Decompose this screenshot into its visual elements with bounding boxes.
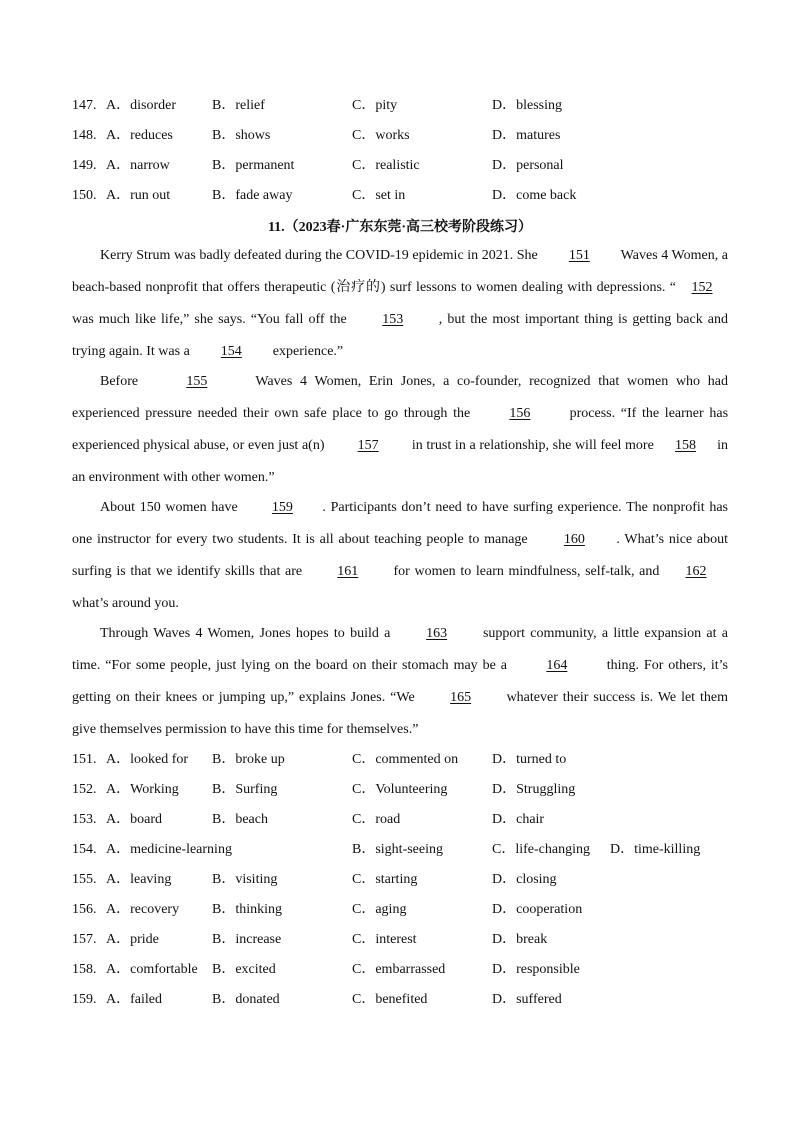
option-d: D．Struggling: [492, 782, 576, 797]
blank-157: 157: [357, 438, 379, 453]
blank-165: 165: [450, 690, 472, 705]
question-number: 147.: [72, 98, 97, 113]
question-number: 148.: [72, 128, 97, 143]
passage-text: Kerry Strum was badly defeated during the COVID-19 epidemic in 2021. She: [100, 248, 538, 263]
blank-154: 154: [220, 344, 242, 359]
option-d: D．come back: [492, 188, 577, 203]
option-c: C．life-changing: [492, 842, 590, 857]
option-b: B．sight-seeing: [352, 842, 443, 857]
option-a: A．recovery: [106, 902, 180, 917]
passage-text: for women to learn mindfulness, self-talk, and: [393, 564, 660, 579]
passage-text: in an environment with other women.”: [72, 438, 729, 485]
passage-text: experience.”: [272, 344, 344, 359]
paragraph: [72, 492, 728, 620]
option-d: D．matures: [492, 128, 561, 143]
option-row: [72, 156, 732, 176]
option-row: [72, 840, 732, 860]
option-d: D．turned to: [492, 752, 567, 767]
question-number: 158.: [72, 962, 97, 977]
passage-text: Waves 4 Women, Erin Jones, a co-founder, recognized that women who had experienced pressure needed their own safe place to go through the: [72, 374, 728, 421]
passage-text: About 150 women have: [100, 500, 238, 515]
option-d: D．suffered: [492, 992, 562, 1007]
question-number: 150.: [72, 188, 97, 203]
option-c: C．starting: [352, 872, 418, 887]
option-c: C．pity: [352, 98, 398, 113]
passage-text: support community, a little expansion at a time. “For some people, just lying on the board on their stomach may be a: [72, 626, 729, 673]
option-a: A．run out: [106, 188, 171, 203]
passage-text: . Participants don’t need to have surfing experience. The nonprofit has one instructor for every two students. It is all about teaching people to manage: [72, 500, 729, 547]
option-b: B．relief: [212, 98, 265, 113]
option-row: [72, 186, 732, 206]
passage-text: what’s around you.: [72, 596, 179, 611]
blank-161: 161: [337, 564, 359, 579]
blank-151: 151: [568, 248, 590, 263]
option-c: C．aging: [352, 902, 407, 917]
blank-152: 152: [691, 280, 713, 295]
option-a: A．Working: [106, 782, 179, 797]
passage-text: was much like life,” she says. “You fall off the: [72, 312, 347, 327]
option-c: C．benefited: [352, 992, 428, 1007]
passage-text: Waves 4 Women, a beach-based nonprofit that offers therapeutic (治疗的) surf lessons to women dealing with depressions. “: [72, 248, 729, 295]
paragraph: [72, 366, 728, 494]
option-b: B．excited: [212, 962, 276, 977]
question-number: 157.: [72, 932, 97, 947]
option-c: C．embarrassed: [352, 962, 446, 977]
option-c: C．works: [352, 128, 410, 143]
question-number: 156.: [72, 902, 97, 917]
option-d: D．chair: [492, 812, 545, 827]
option-b: B．broke up: [212, 752, 285, 767]
blank-160: 160: [563, 532, 585, 547]
passage-text: whatever their success is. We let them give themselves permission to have this time for themselves.”: [72, 690, 729, 737]
question-number: 152.: [72, 782, 97, 797]
option-b: B．increase: [212, 932, 282, 947]
blank-153: 153: [382, 312, 404, 327]
option-row: [72, 990, 732, 1010]
option-b: B．thinking: [212, 902, 283, 917]
option-c: C．interest: [352, 932, 417, 947]
option-c: C．set in: [352, 188, 406, 203]
option-a: A．board: [106, 812, 162, 827]
option-a: A．narrow: [106, 158, 170, 173]
option-a: A．looked for: [106, 752, 189, 767]
option-a: A．comfortable: [106, 962, 198, 977]
option-d: D．closing: [492, 872, 557, 887]
passage-text: . What’s nice about surfing is that we identify skills that are: [72, 532, 728, 579]
option-d: D．break: [492, 932, 548, 947]
option-c: C．realistic: [352, 158, 420, 173]
option-b: B．donated: [212, 992, 280, 1007]
option-row: [72, 930, 732, 950]
option-a: A．failed: [106, 992, 162, 1007]
option-a: A．pride: [106, 932, 159, 947]
paragraph: [72, 240, 728, 368]
passage-text: , but the most important thing is getting back and trying again. It was a: [72, 312, 728, 359]
option-b: B．shows: [212, 128, 271, 143]
option-a: A．medicine-learning: [106, 842, 232, 857]
passage-text: Before: [100, 374, 139, 389]
option-b: B．beach: [212, 812, 268, 827]
passage-text: thing. For others, it’s getting on their knees or jumping up,” explains Jones. “We: [72, 658, 729, 705]
question-number: 159.: [72, 992, 97, 1007]
option-b: B．fade away: [212, 188, 293, 203]
option-a: A．reduces: [106, 128, 173, 143]
option-row: [72, 780, 732, 800]
blank-159: 159: [271, 500, 293, 515]
blank-162: 162: [685, 564, 707, 579]
question-number: 149.: [72, 158, 97, 173]
option-d: D．cooperation: [492, 902, 583, 917]
option-b: B．permanent: [212, 158, 295, 173]
option-a: A．leaving: [106, 872, 172, 887]
option-row: [72, 870, 732, 890]
option-c: C．commented on: [352, 752, 459, 767]
option-row: [72, 900, 732, 920]
section-heading: 11.（2023春·广东东莞·高三校考阶段练习）: [267, 220, 533, 235]
passage-text: in trust in a relationship, she will feel more: [411, 438, 654, 453]
option-d: D．time-killing: [610, 842, 701, 857]
option-d: D．personal: [492, 158, 564, 173]
option-row: [72, 810, 732, 830]
option-d: D．responsible: [492, 962, 580, 977]
question-number: 151.: [72, 752, 97, 767]
option-a: A．disorder: [106, 98, 176, 113]
question-number: 154.: [72, 842, 97, 857]
option-d: D．blessing: [492, 98, 562, 113]
question-number: 153.: [72, 812, 97, 827]
option-c: C．road: [352, 812, 401, 827]
question-number: 155.: [72, 872, 97, 887]
blank-164: 164: [546, 658, 568, 673]
option-b: B．Surfing: [212, 782, 278, 797]
option-row: [72, 126, 732, 146]
blank-156: 156: [509, 406, 531, 421]
option-row: [72, 96, 732, 116]
passage-text: Through Waves 4 Women, Jones hopes to build a: [100, 626, 391, 641]
option-row: [72, 960, 732, 980]
paragraph: [72, 618, 728, 746]
blank-158: 158: [674, 438, 696, 453]
option-b: B．visiting: [212, 872, 278, 887]
blank-155: 155: [186, 374, 208, 389]
blank-163: 163: [426, 626, 448, 641]
option-row: [72, 750, 732, 770]
option-c: C．Volunteering: [352, 782, 448, 797]
passage-text: process. “If the learner has experienced physical abuse, or even just a(n): [72, 406, 729, 453]
